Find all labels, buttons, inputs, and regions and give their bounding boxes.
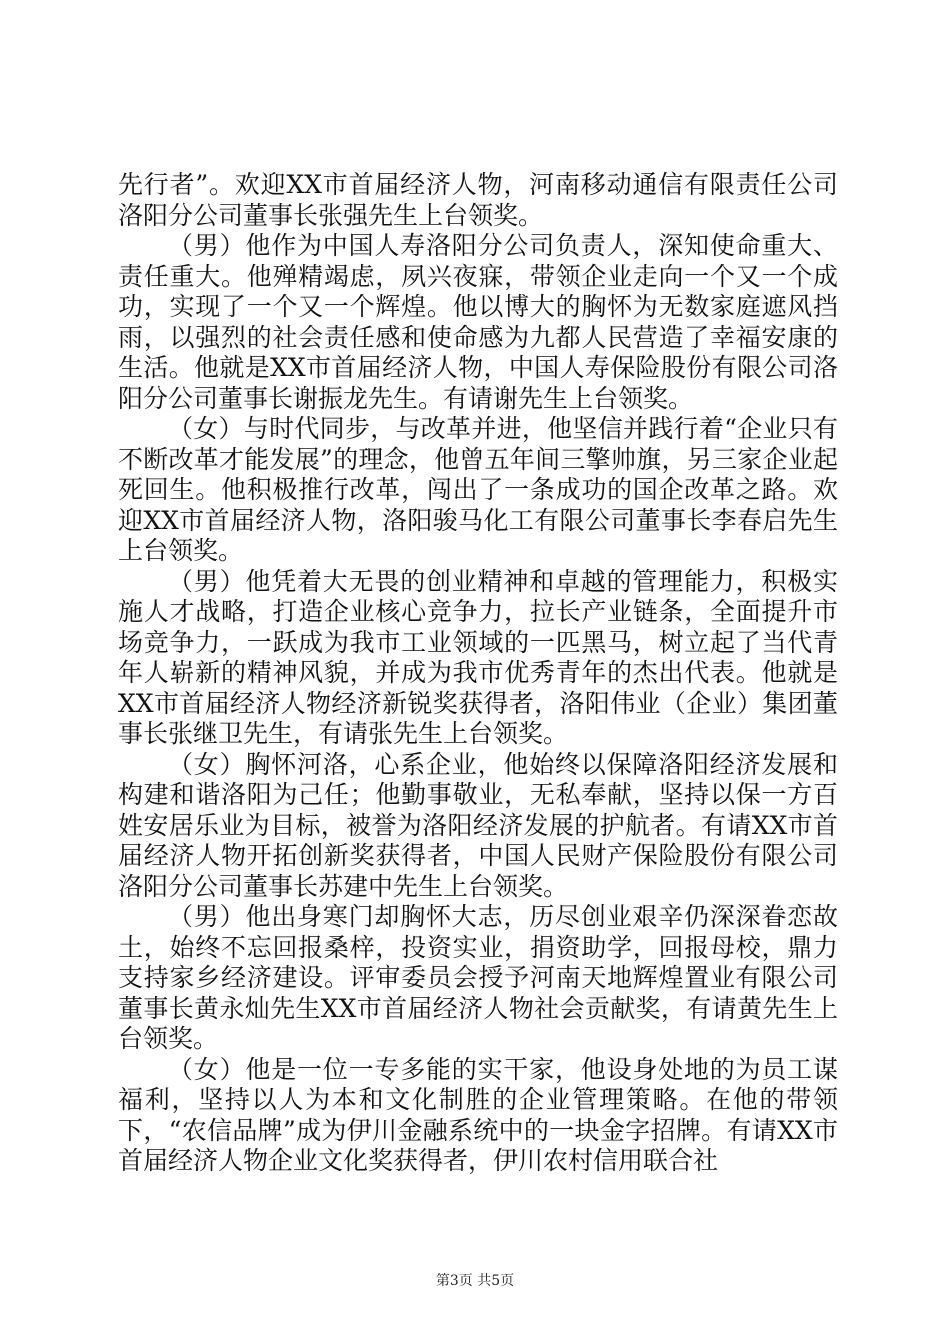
paragraph-huang-yongcan: （男）他出身寒门却胸怀大志，历尽创业艰辛仍深深眷恋故土，始终不忘回报桑梓，投资实业，捐资助学，回报母校，鼎力支持家乡经济建设。评审委员会授予河南天地辉煌置业有限公司董事长黄永灿先生XX市首届经济人物社会贡献奖，有请黄先生上台领奖。 <box>118 902 838 1053</box>
paragraph-zhang-jiwei: （男）他凭着大无畏的创业精神和卓越的管理能力，积极实施人才战略，打造企业核心竞争力，拉长产业链条，全面提升市场竞争力，一跃成为我市工业领域的一匹黑马，树立起了当代青年人崭新的精神风貌，并成为我市优秀青年的杰出代表。他就是XX市首届经济人物经济新锐奖获得者，洛阳伟业（企业）集团董事长张继卫先生，有请张先生上台领奖。 <box>118 566 838 748</box>
page-number-footer: 第3页 共5页 <box>435 1273 515 1289</box>
paragraph-li-chunqi: （女）与时代同步，与改革并进，他坚信并践行着“企业只有不断改革才能发展”的理念，他曾五年间三擎帅旗，另三家企业起死回生。他积极推行改革，闯出了一条成功的国企改革之路。欢迎XX市首届经济人物，洛阳骏马化工有限公司董事长李春启先生上台领奖。 <box>118 414 838 565</box>
paragraph-continuation: 先行者”。欢迎XX市首届经济人物，河南移动通信有限责任公司洛阳分公司董事长张强先生上台领奖。 <box>118 170 838 230</box>
document-body <box>118 170 838 1177</box>
paragraph-xie-zhenlong: （男）他作为中国人寿洛阳分公司负责人，深知使命重大、责任重大。他殚精竭虑，夙兴夜寐，带领企业走向一个又一个成功，实现了一个又一个辉煌。他以博大的胸怀为无数家庭遮风挡雨，以强烈的社会责任感和使命感为九都人民营造了幸福安康的生活。他就是XX市首届经济人物，中国人寿保险股份有限公司洛阳分公司董事长谢振龙先生。有请谢先生上台领奖。 <box>118 231 838 413</box>
paragraph-yichuan-credit: （女）他是一位一专多能的实干家，他设身处地的为员工谋福利，坚持以人为本和文化制胜的企业管理策略。在他的带领下，“农信品牌”成为伊川金融系统中的一块金字招牌。有请XX市首届经济人物企业文化奖获得者，伊川农村信用联合社 <box>118 1054 838 1175</box>
paragraph-su-jianzhong: （女）胸怀河洛，心系企业，他始终以保障洛阳经济发展和构建和谐洛阳为己任；他勤事敬业，无私奉献，坚持以保一方百姓安居乐业为目标，被誉为洛阳经济发展的护航者。有请XX市首届经济人物开拓创新奖获得者，中国人民财产保险股份有限公司洛阳分公司董事长苏建中先生上台领奖。 <box>118 749 838 901</box>
